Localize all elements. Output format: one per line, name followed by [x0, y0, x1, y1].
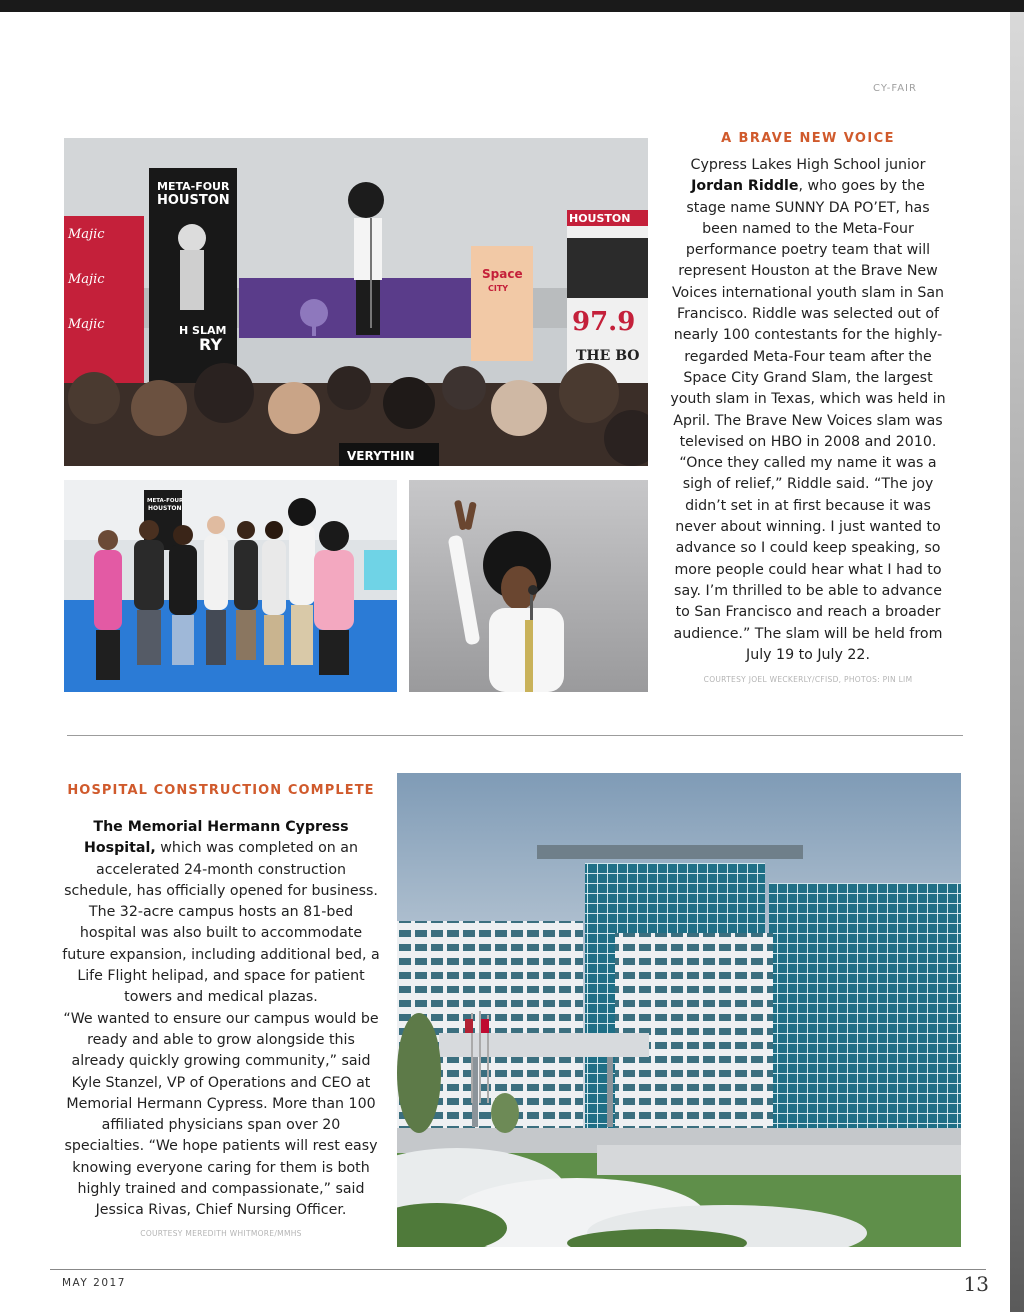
brave-new-voice-body: [670, 155, 946, 666]
section-tag: CY-FAIR: [873, 83, 917, 94]
banner-meta-four: META-FOUR: [157, 180, 230, 193]
photo-poetry-slam-stage: [64, 138, 648, 466]
page-number: 13: [963, 1272, 989, 1296]
brave-new-voice-heading: A BRAVE NEW VOICE: [721, 131, 895, 146]
hospital-name: The Memorial Hermann Cypress Hospital,: [84, 819, 349, 857]
majic-label-2: Majic: [68, 272, 105, 287]
photo-performer-peace-sign: [409, 480, 648, 692]
photo-credit-1: COURTESY JOEL WECKERLY/CFISD, PHOTOS: PIN LIM: [703, 675, 913, 684]
banner-slam: H SLAM: [179, 324, 227, 337]
footer-rule: [50, 1269, 986, 1270]
small-banner-meta: META-FOUR: [147, 498, 184, 504]
banner-houston: HOUSTON: [157, 193, 230, 208]
brave-new-voice-paragraph-1: [670, 155, 946, 453]
p1-intro: Cypress Lakes High School junior: [690, 157, 926, 173]
hospital-paragraph-1: [62, 817, 380, 1009]
space-city-logo: Space: [482, 267, 523, 281]
hospital-p1-rest: which was completed on an accelerated 24-month construction schedule, has officially opened for business. The 32-acre campus hosts an 81-bed hospital was also built to accommodate future expansion, including additional bed, a Life Flight helipad, and space for patient towers and medical plazas.: [62, 840, 380, 1006]
majic-label-1: Majic: [68, 227, 105, 242]
p1-rest: , who goes by the stage name SUNNY DA PO’ET, has been named to the Meta-Four performance poetry team that will represent Houston at the Brave New Voices international youth slam in San Francisco. Riddle was selected out of nearly 100 contestants for the highly-regarded Meta-Four team after the Space City Grand Slam, the largest youth slam in Texas, which was held in April. The Brave New Voices slam was televised on HBO in 2008 and 2010.: [670, 178, 946, 450]
hospital-paragraph-2: “We wanted to ensure our campus would be ready and able to grow alongside this already quickly growing community,” said Kyle Stanzel, VP of Operations and CEO at Memorial Hermann Cypress. More than 100 affiliated physicians span over 20 specialties. “We hope patients will rest easy knowing everyone caring for them is both highly trained and compassionate,” said Jessica Rivas, Chief Nursing Officer.: [63, 1010, 379, 1219]
radio-number: 97.9: [572, 307, 636, 337]
photo-hospital-building: [397, 773, 961, 1247]
issue-date: MAY 2017: [62, 1277, 126, 1289]
hospital-body: [62, 817, 380, 1222]
student-name: Jordan Riddle: [691, 178, 799, 195]
radio-the-box: THE BO: [576, 348, 640, 364]
small-banner-houston: HOUSTON: [148, 505, 182, 512]
radio-banner-houston: HOUSTON: [569, 212, 631, 225]
section-divider: [67, 735, 963, 736]
hospital-heading: HOSPITAL CONSTRUCTION COMPLETE: [67, 783, 375, 798]
photo-meta-four-team: [64, 480, 397, 692]
space-city-city: CITY: [488, 284, 509, 293]
page-edge-shadow: [1010, 12, 1024, 1312]
majic-label-3: Majic: [68, 317, 105, 332]
photo-credit-2: COURTESY MEREDITH WHITMORE/MMHS: [140, 1229, 302, 1238]
astronaut-graphic: [178, 224, 206, 310]
audience-shirt-text: VERYTHIN: [347, 449, 415, 463]
banner-ry: RY: [199, 335, 223, 354]
brave-new-voice-paragraph-2: “Once they called my name it was a sigh of relief,” Riddle said. “The joy didn’t set in at first because it was never about winning. I just wanted to advance so I could keep speaking, so more people could hear what I had to say. I’m thrilled to be able to advance to San Francisco and reach a broader audience.” The slam will be held from July 19 to July 22.: [673, 455, 943, 663]
